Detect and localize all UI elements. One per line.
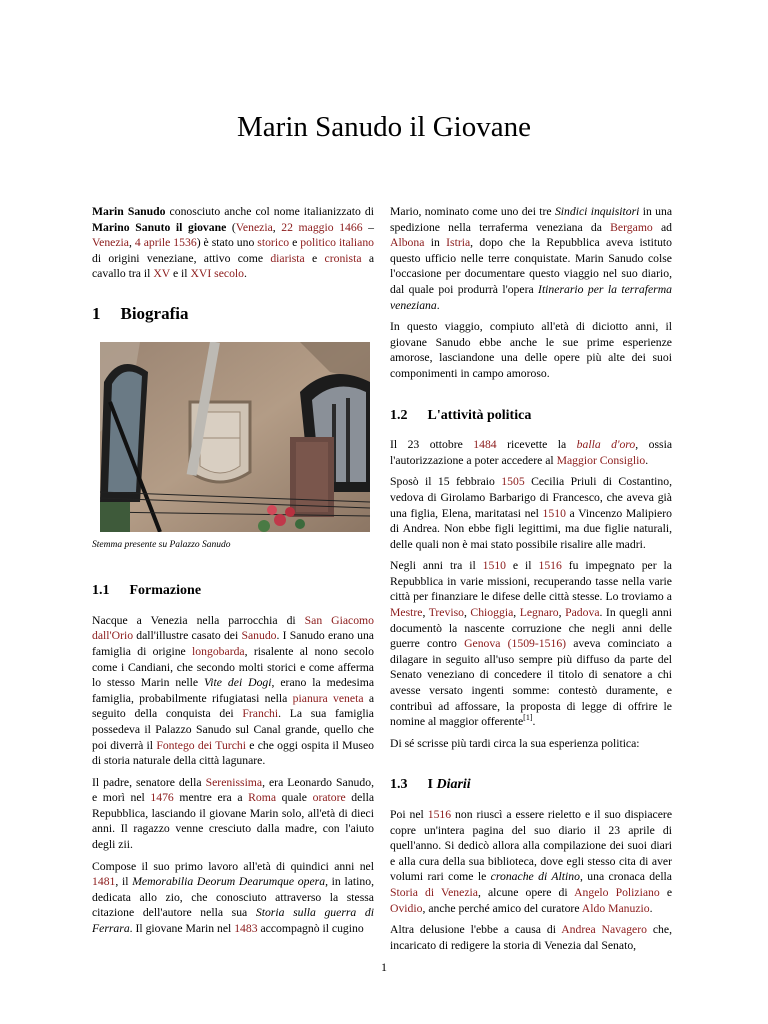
subsection-number: 1.2 — [390, 407, 408, 423]
text — [500, 637, 507, 650]
section-heading-biografia — [92, 303, 374, 323]
text: conosciuto anche col nome italianizzato di — [165, 205, 374, 218]
viaggio-paragraph: In questo viaggio, compiuto all'età di diciotto anni, il giovane Sanudo ebbe anche le sue prime esperienze amorose, lasciandone una delle opere più alte dei suoi componimenti in campo amoroso. — [390, 320, 672, 380]
text: della Repubblica, lasciando il giovane Marin solo, all'età di dieci anni. Il ragazzo venne cresciuto dalla madre, con l'aiuto degli zii. — [92, 791, 375, 852]
subsection-title: Formazione — [129, 583, 202, 599]
formazione-paragraph-2 — [92, 775, 374, 853]
text: ) è stato uno — [196, 236, 258, 250]
link-1481[interactable]: 1481 — [92, 875, 116, 889]
text: . In quegli anni documentò la nascente corruzione che negli anni delle guerre contro — [390, 606, 673, 651]
politica-paragraph-2 — [390, 474, 672, 552]
link-treviso[interactable]: Treviso — [428, 606, 464, 620]
link-storico[interactable]: storico — [257, 236, 290, 250]
text: , una cronaca della — [579, 870, 672, 884]
subsection-heading-diarii — [390, 777, 672, 793]
text: Altra delusione l'ebbe a causa di — [390, 923, 562, 937]
politica-paragraph-4: Di sé scrisse più tardi circa la sua esperienza politica: — [390, 736, 640, 750]
text: . Il giovane Marin nel — [129, 922, 235, 936]
text: . — [436, 298, 440, 312]
text: , era Leonardo Sanudo, e morì nel — [92, 775, 374, 805]
subsection-title — [428, 777, 471, 793]
link-albona[interactable]: Albona — [390, 236, 425, 250]
subject-name: Marin Sanudo — [92, 205, 166, 218]
link-franchi[interactable]: Franchi — [242, 707, 279, 721]
text: accompagnò il cugino — [257, 922, 364, 936]
link-longobarda[interactable]: longobarda — [192, 644, 245, 658]
text: aveva cominciato a dilagare in seguito all'uso sempre più diffuso da parte del Senato veneziano di concedere il titolo di senatore a chi avesse versato ingenti somme: contestò duramente, e contribuì ad affossare, la proposta di legge di offrire le nomine al maggior offerente — [390, 637, 672, 729]
italic-title: Memorabilia Deorum Dearumque opera — [132, 875, 326, 889]
right-column — [390, 204, 672, 959]
text: , risalente al nono secolo come i Candiani, che secondo molti storici e come afferma lo stesso Marin nelle — [92, 644, 374, 690]
palazzo-sanudo-photo — [100, 342, 370, 532]
text: , — [272, 220, 282, 234]
text: , — [513, 606, 520, 620]
link-italiano[interactable]: italiano — [338, 236, 375, 250]
text: e — [659, 885, 672, 899]
link-maggior-consiglio[interactable]: Maggior Consiglio — [556, 453, 646, 467]
left-column — [92, 204, 374, 943]
section-number: 1 — [92, 303, 101, 323]
italic-title: Vite dei Dogi — [204, 676, 272, 690]
text: , — [128, 236, 135, 250]
link-fontego-dei-turchi[interactable]: Fontego dei Turchi — [156, 738, 246, 752]
text: , anche perché amico del curatore — [422, 901, 582, 915]
diarii-paragraph-1 — [390, 807, 672, 916]
text: Mario, nominato come uno dei tre — [390, 205, 555, 218]
text: Nacque a Venezia nella parrocchia di — [92, 613, 305, 627]
section-title: Biografia — [120, 303, 189, 323]
subsection-title: L'attività politica — [427, 407, 532, 423]
subsection-title-italic: Diarii — [436, 777, 471, 793]
link-ovidio[interactable]: Ovidio — [390, 901, 423, 915]
text: , in latino, dedicata allo zio, che conosciuto attraverso la stessa citazione dell'autore nella sua — [92, 875, 375, 920]
text: , — [422, 606, 429, 620]
text: , — [558, 606, 566, 620]
subsection-number: 1.3 — [390, 777, 408, 793]
text: . — [645, 453, 649, 467]
text: a cavallo tra il — [92, 251, 375, 281]
formazione-paragraph-1 — [92, 613, 374, 769]
text: a seguito della conquista dei — [92, 691, 375, 721]
stemma-image — [100, 342, 370, 532]
text: , alcune opere di — [477, 885, 575, 899]
link-padova[interactable]: Padova — [565, 606, 600, 620]
text: e — [289, 236, 301, 250]
text: dall'illustre casato dei — [133, 629, 242, 643]
text: . La sua famiglia possedeva il Palazzo Sanudo sul Canal grande, quello che poi diverrà il — [92, 707, 374, 752]
italic-title: Storia sulla guerra di Ferrara — [92, 906, 374, 936]
text: quale — [276, 791, 313, 805]
text: Cecilia Priuli di Costantino, vedova di Girolamo Barbarigo di Francesco, che aveva già una figlia, Elena, maritatasi nel — [390, 475, 672, 520]
link-venezia-death[interactable]: Venezia — [92, 236, 129, 250]
text: , ossia l'autorizzazione a poter accedere al — [390, 438, 673, 467]
link-san-giacomo[interactable]: San Giacomo dall'Orio — [92, 613, 374, 643]
text: in — [424, 236, 447, 250]
link-xvi-secolo[interactable]: XVI secolo — [190, 267, 245, 281]
link-chioggia[interactable]: Chioggia — [470, 606, 514, 620]
subsection-number: 1.1 — [92, 583, 110, 599]
link-birth-date[interactable]: 22 maggio 1466 — [281, 220, 363, 234]
text: . — [649, 901, 653, 915]
italic-title: Itinerario per la terraferma veneziana — [390, 282, 672, 312]
link-storia-di-venezia[interactable]: Storia di Venezia — [390, 885, 478, 899]
link-genova[interactable]: Genova — [464, 637, 501, 651]
text: mentre era a — [173, 791, 249, 805]
text: , erano la medesima famiglia, probabilmente rifugiatasi nella — [92, 676, 375, 705]
link-1476[interactable]: 1476 — [150, 791, 174, 805]
link-roma[interactable]: Roma — [248, 791, 277, 805]
link-diarista[interactable]: diarista — [270, 251, 305, 265]
link-aldo-manuzio[interactable]: Aldo Manuzio — [581, 901, 650, 915]
text: non riuscì a essere rieletto e il suo dispiacere copre un'intera pagina del suo diario il 23 aprile di quell'anno. Si dedicò allora alla compilazione dei suoi diari e alla cura della sua biblioteca, dove egli stesso cita di aver volumi rari come le — [390, 808, 673, 884]
link-1510-b[interactable]: 1510 — [482, 559, 506, 573]
alt-name: Marino Sanuto il giovane — [92, 220, 227, 234]
text: Il 23 ottobre — [390, 438, 474, 452]
text: Il padre, senatore della — [92, 775, 206, 789]
text: e che oggi ospita il Museo di storia naturale della città lagunare. — [92, 738, 374, 768]
link-xv[interactable]: XV — [153, 267, 171, 281]
subsection-title-prefix: I — [427, 777, 437, 793]
text: che, incaricato di redigere la storia di Venezia dal Senato, — [390, 923, 673, 952]
link-1510[interactable]: 1510 — [542, 506, 566, 520]
text: . — [532, 715, 536, 729]
link-legnaro[interactable]: Legnaro — [519, 606, 559, 620]
text: Sposò il 15 febbraio — [390, 475, 502, 489]
text: in una spedizione nella terraferma veneziana da — [390, 205, 673, 234]
subsection-heading-attivita-politica — [390, 408, 672, 424]
link-pianura-veneta[interactable]: pianura veneta — [292, 691, 364, 705]
link-angelo-poliziano[interactable]: Angelo Poliziano — [574, 885, 660, 899]
text: Negli anni tra il — [390, 559, 483, 573]
text: Poi nel — [390, 808, 428, 821]
italic-title: Sindici inquisitori — [554, 205, 640, 218]
link-1483[interactable]: 1483 — [234, 922, 258, 936]
text: fu impegnato per la Repubblica in varie missioni, recuperando tasse nella varie città per finanziare le difese delle città stesse. Lo troviamo a — [390, 559, 672, 604]
text: , il — [115, 875, 133, 889]
text: e il — [506, 559, 539, 573]
text: ( — [226, 220, 236, 234]
text: e — [304, 251, 325, 265]
text: . I Sanudo erano una famiglia di origine — [92, 629, 374, 658]
link-istria[interactable]: Istria — [446, 236, 471, 250]
text: ad — [652, 220, 672, 234]
link-1516[interactable]: 1516 — [538, 559, 562, 573]
link-1516-b[interactable]: 1516 — [427, 808, 452, 821]
politica-paragraph-3 — [390, 558, 672, 730]
subsection-heading-formazione — [92, 583, 374, 599]
link-1509-1516[interactable]: (1509-1516) — [507, 637, 567, 651]
link-cronista[interactable]: cronista — [324, 251, 362, 265]
link-balla-doro[interactable]: balla d'oro — [576, 438, 636, 452]
text: ricevette la — [496, 438, 577, 452]
page-number: 1 — [381, 960, 387, 974]
link-1505[interactable]: 1505 — [501, 475, 525, 489]
text: di origini veneziane, attivo come — [92, 251, 271, 265]
footnote-ref-1[interactable]: [1] — [523, 713, 533, 723]
link-serenissima[interactable]: Serenissima — [205, 775, 263, 789]
link-sanudo[interactable]: Sanudo — [241, 629, 277, 643]
link-death-date[interactable]: 4 aprile 1536 — [134, 236, 197, 250]
text: e il — [170, 267, 191, 281]
formazione-continued-paragraph — [390, 204, 672, 313]
link-bergamo[interactable]: Bergamo — [610, 220, 653, 234]
link-venezia[interactable]: Venezia — [235, 220, 273, 234]
link-politico[interactable]: politico — [300, 236, 336, 250]
formazione-paragraph-3 — [92, 859, 374, 937]
link-andrea-navagero[interactable]: Andrea Navagero — [561, 923, 647, 937]
politica-paragraph-1 — [390, 437, 672, 468]
page-title: Marin Sanudo il Giovane — [237, 111, 531, 143]
italic-title: cronache di Altino — [490, 870, 580, 884]
text: , — [463, 606, 471, 620]
intro-paragraph — [92, 204, 374, 282]
text: Compose il suo primo lavoro all'età di quindici anni nel — [92, 859, 374, 873]
link-oratore[interactable]: oratore — [312, 791, 346, 805]
link-mestre[interactable]: Mestre — [390, 606, 423, 620]
text: . — [244, 267, 247, 281]
text: , dopo che la Repubblica aveva istituto questo ufficio nelle terre conquistate. Marin Sanudo colse l'occasione per documentare questo viaggio nel suo diario, dal quale poi produrrà l'opera — [390, 236, 673, 296]
figure-caption: Stemma presente su Palazzo Sanudo — [92, 539, 231, 550]
text: a Vincenzo Malipiero di Andrea. Non ebbe figli legittimi, ma due figlie naturali, delle quali non è mai stato possibile risalire alle madri. — [390, 506, 672, 551]
text: – — [362, 220, 375, 234]
diarii-paragraph-2 — [390, 922, 672, 953]
link-1484[interactable]: 1484 — [473, 438, 497, 452]
